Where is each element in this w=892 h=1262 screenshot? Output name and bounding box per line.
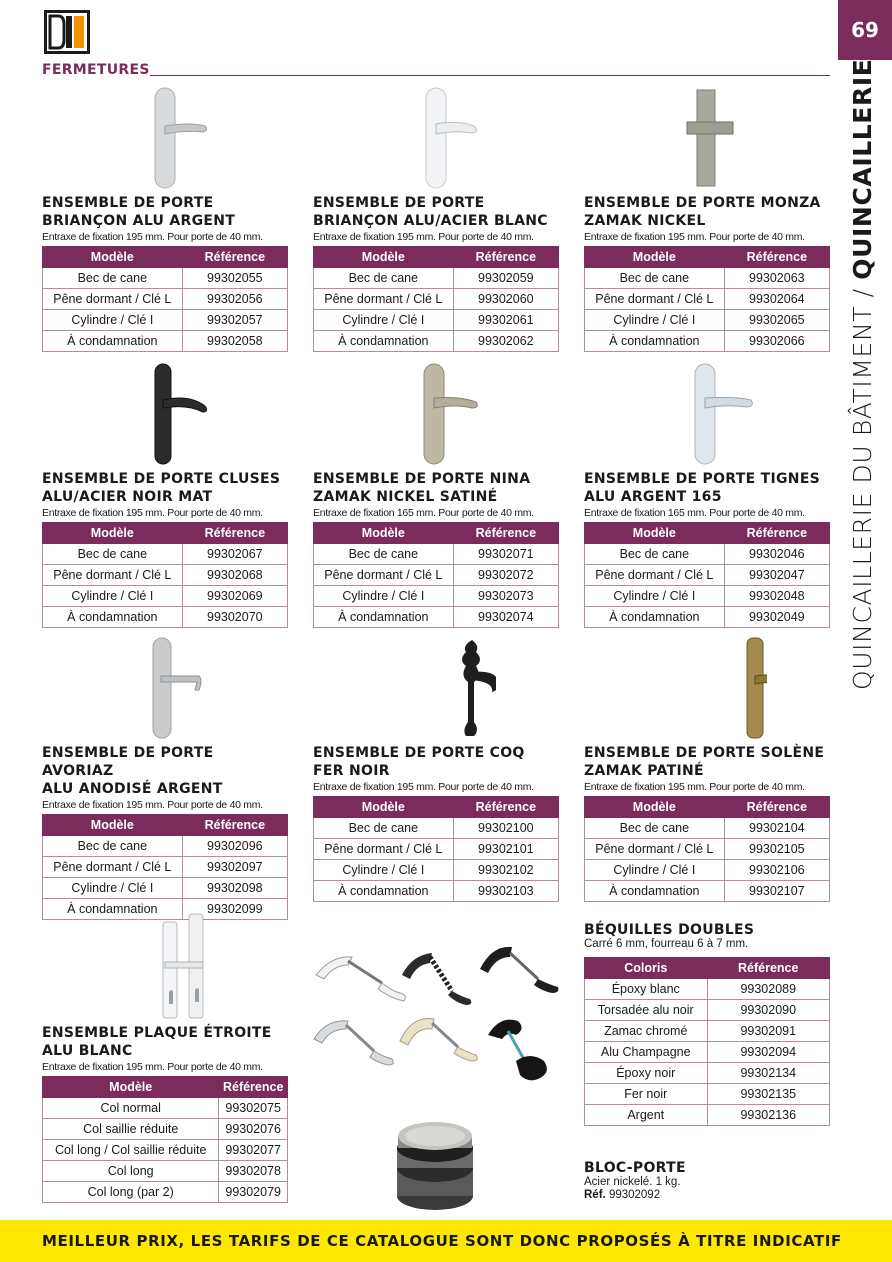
- product-title-line2: FER NOIR: [313, 763, 390, 779]
- table-row: [314, 586, 559, 607]
- table-row: [43, 310, 288, 331]
- door-handle-icon: [105, 636, 225, 740]
- model-cell: À condamnation: [585, 881, 725, 902]
- model-cell: Pêne dormant / Clé L: [43, 857, 183, 878]
- product-subtitle: Entraxe de fixation 165 mm. Pour porte de 40 mm.: [584, 507, 805, 519]
- reference-cell: 99302100: [453, 818, 558, 839]
- door-handle-icon: [376, 636, 496, 740]
- section-title: FERMETURES: [42, 62, 150, 78]
- coloris-cell: Fer noir: [585, 1084, 708, 1105]
- coloris-cell: Argent: [585, 1105, 708, 1126]
- model-cell: Col normal: [43, 1098, 219, 1119]
- coloris-cell: Époxy noir: [585, 1063, 708, 1084]
- door-stopper-description: Acier nickelé. 1 kg.: [584, 1176, 681, 1188]
- table-row: [43, 1119, 288, 1140]
- brand-logo: [44, 10, 90, 54]
- model-cell: À condamnation: [314, 607, 454, 628]
- reference-cell: 99302104: [724, 818, 829, 839]
- reference-cell: 99302096: [182, 836, 287, 857]
- model-cell: Cylindre / Clé I: [43, 310, 183, 331]
- reference-header: Référence: [707, 958, 830, 979]
- reference-label: Réf.: [584, 1189, 606, 1201]
- product-title-line1: ENSEMBLE DE PORTE: [42, 195, 214, 211]
- section-rule: [150, 75, 830, 76]
- reference-cell: 99302063: [724, 268, 829, 289]
- table-row: [314, 818, 559, 839]
- door-handle-icon: [647, 636, 767, 740]
- table-row: [314, 860, 559, 881]
- table-row: [585, 1021, 830, 1042]
- product-title-line2: ZAMAK NICKEL SATINÉ: [313, 489, 498, 505]
- reference-cell: 99302099: [182, 899, 287, 920]
- reference-table: [313, 522, 559, 628]
- price-disclaimer-text: MEILLEUR PRIX, LES TARIFS DE CE CATALOGUE SONT DONC PROPOSÉS À TITRE INDICATIF: [42, 1232, 842, 1250]
- table-row: [314, 565, 559, 586]
- model-cell: Cylindre / Clé I: [585, 860, 725, 881]
- table-row: [585, 860, 830, 881]
- reference-table: [42, 522, 288, 628]
- door-handle-icon: [647, 362, 767, 466]
- model-header: Modèle: [585, 797, 725, 818]
- reference-cell: 99302077: [219, 1140, 288, 1161]
- model-cell: Bec de cane: [314, 268, 454, 289]
- product-title-line2: BRIANÇON ALU ARGENT: [42, 213, 236, 229]
- reference-table: [313, 796, 559, 902]
- model-cell: Pêne dormant / Clé L: [43, 289, 183, 310]
- reference-header: Référence: [724, 247, 829, 268]
- table-row: [585, 331, 830, 352]
- side-category-label: [848, 59, 877, 690]
- side-category-thin: QUINCAILLERIE DU BÂTIMENT: [848, 305, 877, 690]
- double-handles-image: [312, 935, 562, 1095]
- door-stopper-section: [584, 1160, 830, 1202]
- reference-header: Référence: [453, 797, 558, 818]
- product-card: [42, 634, 288, 920]
- reference-cell: 99302078: [219, 1161, 288, 1182]
- reference-cell: 99302049: [724, 607, 829, 628]
- model-cell: Bec de cane: [43, 836, 183, 857]
- door-stopper-image: [394, 1118, 476, 1212]
- product-title-line1: ENSEMBLE DE PORTE MONZA: [584, 195, 821, 211]
- reference-header: Référence: [219, 1077, 288, 1098]
- reference-table: [42, 1076, 288, 1203]
- door-handle-icon: [105, 362, 225, 466]
- reference-cell: 99302075: [219, 1098, 288, 1119]
- product-card: [42, 912, 288, 1203]
- model-cell: À condamnation: [585, 331, 725, 352]
- reference-cell: 99302136: [707, 1105, 830, 1126]
- reference-cell: 99302061: [453, 310, 558, 331]
- table-row: [314, 268, 559, 289]
- table-row: [43, 268, 288, 289]
- product-card: [42, 84, 288, 352]
- table-row: [43, 586, 288, 607]
- door-handle-icon: [376, 362, 496, 466]
- table-row: [585, 586, 830, 607]
- door-stopper-reference: [584, 1189, 830, 1202]
- table-row: [43, 1161, 288, 1182]
- reference-cell: 99302046: [724, 544, 829, 565]
- table-row: [314, 289, 559, 310]
- model-cell: Pêne dormant / Clé L: [314, 289, 454, 310]
- product-title-line2: ZAMAK PATINÉ: [584, 763, 704, 779]
- model-cell: Bec de cane: [43, 544, 183, 565]
- model-header: Modèle: [314, 797, 454, 818]
- model-cell: Pêne dormant / Clé L: [585, 839, 725, 860]
- product-title-line1: ENSEMBLE DE PORTE SOLÈNE: [584, 745, 825, 761]
- reference-cell: 99302072: [453, 565, 558, 586]
- reference-cell: 99302102: [453, 860, 558, 881]
- table-row: [585, 1063, 830, 1084]
- reference-header: Référence: [182, 247, 287, 268]
- model-cell: Bec de cane: [585, 268, 725, 289]
- product-card: [313, 360, 559, 628]
- table-row: [43, 565, 288, 586]
- model-cell: Bec de cane: [43, 268, 183, 289]
- coloris-cell: Alu Champagne: [585, 1042, 708, 1063]
- table-row: [43, 544, 288, 565]
- reference-cell: 99302064: [724, 289, 829, 310]
- model-cell: Cylindre / Clé I: [585, 310, 725, 331]
- model-header: Modèle: [585, 523, 725, 544]
- reference-cell: 99302071: [453, 544, 558, 565]
- product-title-line1: ENSEMBLE PLAQUE ÉTROITE: [42, 1025, 272, 1041]
- table-row: [314, 544, 559, 565]
- model-cell: À condamnation: [585, 607, 725, 628]
- product-image: [42, 84, 288, 192]
- product-title-line2: ALU/ACIER NOIR MAT: [42, 489, 213, 505]
- table-row: [314, 839, 559, 860]
- table-row: [314, 881, 559, 902]
- door-handle-icon: [105, 86, 225, 190]
- product-title-line2: ALU ARGENT 165: [584, 489, 722, 505]
- table-row: [43, 1182, 288, 1203]
- reference-value: 99302092: [608, 1189, 661, 1201]
- table-row: [585, 881, 830, 902]
- table-row: [43, 607, 288, 628]
- coloris-table: [584, 957, 830, 1126]
- model-cell: Cylindre / Clé I: [314, 310, 454, 331]
- reference-cell: 99302097: [182, 857, 287, 878]
- product-card: [584, 360, 830, 628]
- table-row: [585, 607, 830, 628]
- model-cell: Cylindre / Clé I: [314, 586, 454, 607]
- model-cell: Col saillie réduite: [43, 1119, 219, 1140]
- model-cell: Pêne dormant / Clé L: [314, 839, 454, 860]
- reference-cell: 99302065: [724, 310, 829, 331]
- reference-cell: 99302090: [707, 1000, 830, 1021]
- table-row: [585, 839, 830, 860]
- page-number: 69: [838, 0, 892, 60]
- table-row: [585, 565, 830, 586]
- product-title-line1: ENSEMBLE DE PORTE AVORIAZ: [42, 745, 214, 779]
- model-header: Modèle: [43, 247, 183, 268]
- product-title-line1: ENSEMBLE DE PORTE COQ: [313, 745, 525, 761]
- coloris-cell: Époxy blanc: [585, 979, 708, 1000]
- model-cell: À condamnation: [314, 331, 454, 352]
- product-image: [313, 634, 559, 742]
- product-title-line1: ENSEMBLE DE PORTE TIGNES: [584, 471, 821, 487]
- product-subtitle: Entraxe de fixation 195 mm. Pour porte de 40 mm.: [584, 781, 805, 793]
- reference-cell: 99302048: [724, 586, 829, 607]
- product-card: [42, 360, 288, 628]
- table-row: [314, 331, 559, 352]
- table-row: [43, 878, 288, 899]
- model-cell: À condamnation: [43, 331, 183, 352]
- model-cell: Pêne dormant / Clé L: [314, 565, 454, 586]
- model-cell: Col long: [43, 1161, 219, 1182]
- reference-table: [42, 814, 288, 920]
- table-row: [585, 1000, 830, 1021]
- reference-cell: 99302103: [453, 881, 558, 902]
- reference-cell: 99302135: [707, 1084, 830, 1105]
- product-title-line1: ENSEMBLE DE PORTE NINA: [313, 471, 531, 487]
- table-row: [585, 289, 830, 310]
- model-cell: Cylindre / Clé I: [585, 586, 725, 607]
- reference-table: [42, 246, 288, 352]
- double-handles-subtitle: Carré 6 mm, fourreau 6 à 7 mm.: [584, 938, 749, 950]
- reference-cell: 99302047: [724, 565, 829, 586]
- model-header: Modèle: [43, 815, 183, 836]
- model-cell: Pêne dormant / Clé L: [585, 565, 725, 586]
- product-subtitle: Entraxe de fixation 195 mm. Pour porte de 40 mm.: [42, 507, 263, 519]
- reference-header: Référence: [724, 523, 829, 544]
- reference-cell: 99302069: [182, 586, 287, 607]
- reference-cell: 99302067: [182, 544, 287, 565]
- side-category-bold: QUINCAILLERIE: [848, 58, 877, 280]
- reference-cell: 99302105: [724, 839, 829, 860]
- product-title-line2: BRIANÇON ALU/ACIER BLANC: [313, 213, 548, 229]
- table-row: [43, 331, 288, 352]
- reference-cell: 99302076: [219, 1119, 288, 1140]
- product-subtitle: Entraxe de fixation 195 mm. Pour porte de 40 mm.: [42, 1061, 263, 1073]
- reference-cell: 99302066: [724, 331, 829, 352]
- product-title-line2: ZAMAK NICKEL: [584, 213, 706, 229]
- reference-table: [584, 246, 830, 352]
- reference-cell: 99302101: [453, 839, 558, 860]
- coloris-header: Coloris: [585, 958, 708, 979]
- reference-cell: 99302091: [707, 1021, 830, 1042]
- model-header: Modèle: [314, 523, 454, 544]
- product-subtitle: Entraxe de fixation 195 mm. Pour porte de 40 mm.: [584, 231, 805, 243]
- door-handle-icon: [647, 86, 767, 190]
- model-header: Modèle: [43, 1077, 219, 1098]
- product-image: [313, 84, 559, 192]
- product-image: [584, 634, 830, 742]
- product-image: [584, 84, 830, 192]
- model-header: Modèle: [314, 247, 454, 268]
- reference-cell: 99302055: [182, 268, 287, 289]
- product-title-line2: ALU ANODISÉ ARGENT: [42, 781, 223, 797]
- product-subtitle: Entraxe de fixation 165 mm. Pour porte de 40 mm.: [313, 507, 534, 519]
- double-handles-title: BÉQUILLES DOUBLES: [584, 922, 755, 938]
- side-category-separator: /: [848, 288, 877, 298]
- product-title-line1: ENSEMBLE DE PORTE CLUSES: [42, 471, 281, 487]
- reference-cell: 99302074: [453, 607, 558, 628]
- product-image: [42, 634, 288, 742]
- reference-header: Référence: [182, 523, 287, 544]
- reference-cell: 99302057: [182, 310, 287, 331]
- coloris-cell: Torsadée alu noir: [585, 1000, 708, 1021]
- product-title-line1: ENSEMBLE DE PORTE: [313, 195, 485, 211]
- reference-header: Référence: [453, 523, 558, 544]
- reference-cell: 99302094: [707, 1042, 830, 1063]
- model-cell: Bec de cane: [314, 544, 454, 565]
- reference-table: [584, 522, 830, 628]
- model-cell: Col long / Col saillie réduite: [43, 1140, 219, 1161]
- table-row: [585, 1105, 830, 1126]
- table-row: [585, 1084, 830, 1105]
- model-cell: À condamnation: [43, 899, 183, 920]
- table-row: [585, 268, 830, 289]
- reference-cell: 99302058: [182, 331, 287, 352]
- reference-table: [313, 246, 559, 352]
- table-row: [585, 818, 830, 839]
- reference-cell: 99302134: [707, 1063, 830, 1084]
- reference-cell: 99302098: [182, 878, 287, 899]
- reference-header: Référence: [724, 797, 829, 818]
- product-subtitle: Entraxe de fixation 195 mm. Pour porte de 40 mm.: [42, 799, 263, 811]
- table-row: [585, 544, 830, 565]
- product-subtitle: Entraxe de fixation 195 mm. Pour porte de 40 mm.: [313, 781, 534, 793]
- product-image: [313, 360, 559, 468]
- price-disclaimer-banner: [0, 1220, 892, 1262]
- door-handle-icon: [376, 86, 496, 190]
- reference-cell: 99302106: [724, 860, 829, 881]
- product-title-line2: ALU BLANC: [42, 1043, 133, 1059]
- table-row: [314, 310, 559, 331]
- reference-cell: 99302059: [453, 268, 558, 289]
- product-subtitle: Entraxe de fixation 195 mm. Pour porte de 40 mm.: [313, 231, 534, 243]
- product-card: [313, 634, 559, 902]
- model-cell: Bec de cane: [314, 818, 454, 839]
- reference-cell: 99302079: [219, 1182, 288, 1203]
- model-cell: Cylindre / Clé I: [43, 586, 183, 607]
- reference-cell: 99302056: [182, 289, 287, 310]
- table-row: [314, 607, 559, 628]
- reference-header: Référence: [182, 815, 287, 836]
- product-card: [313, 84, 559, 352]
- model-header: Modèle: [585, 247, 725, 268]
- model-cell: À condamnation: [43, 607, 183, 628]
- reference-cell: 99302060: [453, 289, 558, 310]
- double-handles-section: [584, 922, 830, 1126]
- model-cell: Pêne dormant / Clé L: [585, 289, 725, 310]
- reference-cell: 99302062: [453, 331, 558, 352]
- table-row: [43, 836, 288, 857]
- table-row: [585, 1042, 830, 1063]
- product-card: [584, 634, 830, 902]
- product-image: [42, 912, 288, 1022]
- reference-cell: 99302073: [453, 586, 558, 607]
- table-row: [43, 857, 288, 878]
- door-handle-icon: [105, 912, 225, 1022]
- model-cell: Cylindre / Clé I: [43, 878, 183, 899]
- product-image: [42, 360, 288, 468]
- reference-table: [584, 796, 830, 902]
- model-cell: Bec de cane: [585, 544, 725, 565]
- model-cell: Bec de cane: [585, 818, 725, 839]
- model-header: Modèle: [43, 523, 183, 544]
- reference-header: Référence: [453, 247, 558, 268]
- product-card: [584, 84, 830, 352]
- model-cell: À condamnation: [314, 881, 454, 902]
- reference-cell: 99302068: [182, 565, 287, 586]
- table-row: [43, 1140, 288, 1161]
- reference-cell: 99302107: [724, 881, 829, 902]
- coloris-cell: Zamac chromé: [585, 1021, 708, 1042]
- model-cell: Col long (par 2): [43, 1182, 219, 1203]
- reference-cell: 99302070: [182, 607, 287, 628]
- door-stopper-title: BLOC-PORTE: [584, 1160, 686, 1176]
- reference-cell: 99302089: [707, 979, 830, 1000]
- table-row: [43, 1098, 288, 1119]
- table-row: [585, 979, 830, 1000]
- table-row: [585, 310, 830, 331]
- product-image: [584, 360, 830, 468]
- model-cell: Pêne dormant / Clé L: [43, 565, 183, 586]
- product-subtitle: Entraxe de fixation 195 mm. Pour porte de 40 mm.: [42, 231, 263, 243]
- model-cell: Cylindre / Clé I: [314, 860, 454, 881]
- table-row: [43, 289, 288, 310]
